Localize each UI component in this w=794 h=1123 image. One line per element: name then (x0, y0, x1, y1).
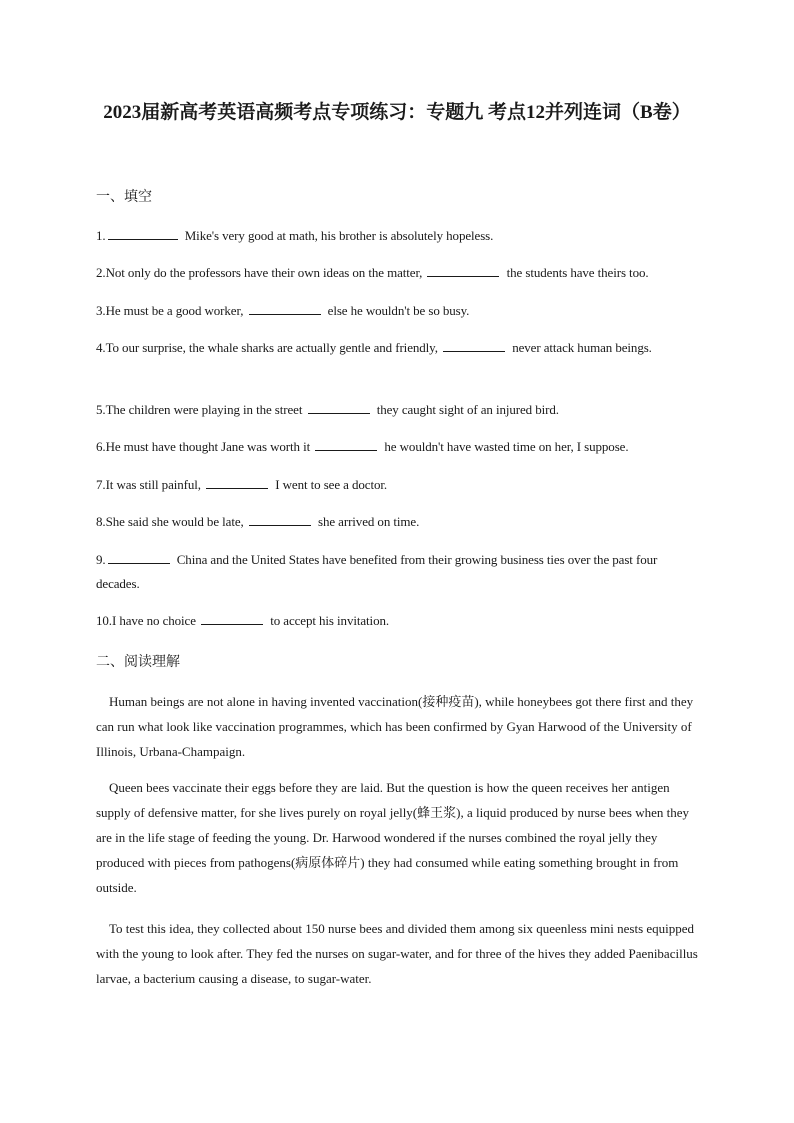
question-number: 10. (96, 613, 112, 628)
question-number: 1. (96, 228, 106, 243)
question-text-before: He must have thought Jane was worth it (105, 439, 311, 454)
question-number: 8. (96, 514, 106, 529)
question-number: 2. (96, 265, 106, 280)
section-heading-fill: 一、填空 (96, 190, 152, 205)
question-text-before: She said she would be late, (105, 514, 244, 529)
passage-paragraph-1: Human beings are not alone in having invented vaccination(接种疫苗), while honeybees got there first and they can run what look like vaccination programmes, which has been confirmed by Gyan Harwood of the University of Illinois, Urbana-Champaign. (96, 694, 694, 759)
answer-blank[interactable] (315, 436, 377, 451)
question-8 (96, 510, 698, 534)
question-text-after: the students have theirs too. (506, 265, 649, 280)
question-text-after: they caught sight of an injured bird. (376, 402, 559, 417)
section-heading-reading: 二、阅读理解 (96, 655, 180, 670)
question-number: 3. (96, 303, 106, 318)
question-text-before: I have no choice (111, 613, 196, 628)
answer-blank[interactable] (249, 300, 321, 315)
question-text-after: to accept his invitation. (270, 613, 390, 628)
answer-blank[interactable] (443, 337, 505, 352)
page-title: 2023届新高考英语高频考点专项练习：专题九 考点12并列连词（B卷） (103, 102, 691, 123)
question-7 (96, 473, 698, 497)
answer-blank[interactable] (308, 399, 370, 414)
answer-blank[interactable] (108, 549, 170, 564)
question-text-after: Mike's very good at math, his brother is absolutely hopeless. (184, 228, 494, 243)
question-text-before: Not only do the professors have their own ideas on the matter, (105, 265, 423, 280)
question-4 (96, 336, 698, 360)
question-text-before: It was still painful, (105, 477, 201, 492)
question-number: 7. (96, 477, 106, 492)
answer-blank[interactable] (108, 225, 178, 240)
question-text-before: He must be a good worker, (105, 303, 244, 318)
question-text-after: never attack human beings. (512, 340, 652, 355)
question-5 (96, 398, 698, 422)
question-text-after: else he wouldn't be so busy. (327, 303, 470, 318)
answer-blank[interactable] (427, 262, 499, 277)
question-9 (96, 548, 698, 596)
answer-blank[interactable] (249, 511, 311, 526)
question-number: 5. (96, 402, 106, 417)
question-text-after: China and the United States have benefited from their growing business ties over the past four decades. (96, 552, 658, 591)
question-3 (96, 299, 698, 323)
question-text-after: she arrived on time. (317, 514, 420, 529)
question-6 (96, 435, 698, 459)
question-2 (96, 261, 698, 285)
passage-paragraph-3: To test this idea, they collected about 150 nurse bees and divided them among six queenless mini nests equipped with the young to look after. They fed the nurses on sugar-water, and for three of the hives they added Paenibacillus larvae, a bacterium causing a disease, to sugar-water. (96, 921, 698, 986)
question-10 (96, 609, 698, 633)
answer-blank[interactable] (206, 474, 268, 489)
question-text-before: The children were playing in the street (105, 402, 303, 417)
question-text-after: I went to see a doctor. (275, 477, 388, 492)
question-text-after: he wouldn't have wasted time on her, I suppose. (384, 439, 629, 454)
answer-blank[interactable] (201, 610, 263, 625)
question-text-before: To our surprise, the whale sharks are actually gentle and friendly, (105, 340, 438, 355)
question-number: 9. (96, 552, 106, 567)
passage-paragraph-2: Queen bees vaccinate their eggs before they are laid. But the question is how the queen receives her antigen supply of defensive matter, for she lives purely on royal jelly(蜂王浆), a liquid produced by nurse bees when they are in the life stage of feeding the young. Dr. Harwood wondered if the nurses combined the royal jelly they produced with pieces from pathogens(病原体碎片) they had consumed while eating something brought in from outside. (96, 780, 689, 895)
question-number: 6. (96, 439, 106, 454)
question-number: 4. (96, 340, 106, 355)
question-1 (96, 224, 698, 248)
